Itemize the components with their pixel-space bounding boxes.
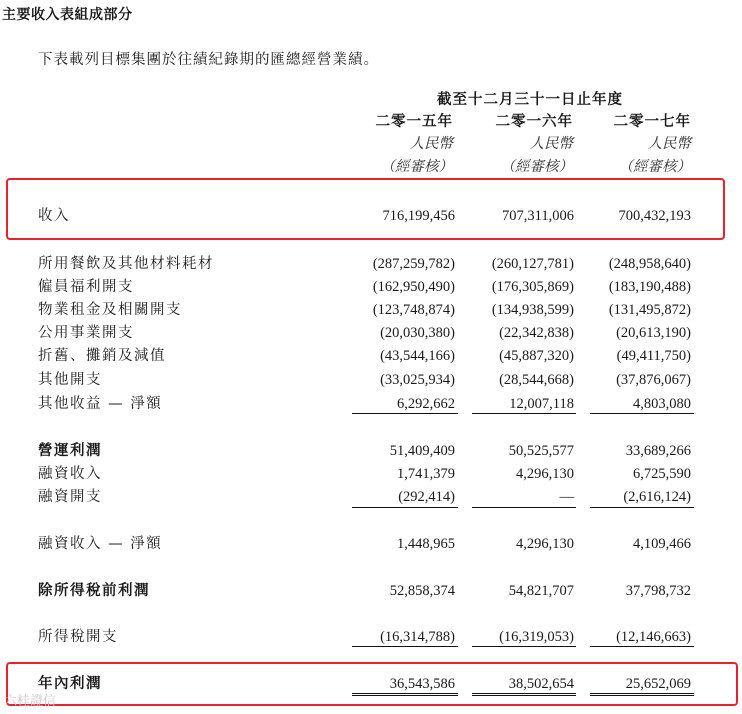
value-2017: 37,798,732 xyxy=(625,583,691,599)
value-2017: (248,958,640) xyxy=(608,256,691,272)
value-2016: (16,319,053) xyxy=(499,629,574,645)
value-2017: (37,876,067) xyxy=(616,372,691,388)
subtotal-underline xyxy=(590,507,694,508)
value-2017: 33,689,266 xyxy=(625,443,691,459)
value-2015: (162,950,490) xyxy=(372,279,455,295)
value-2017: (2,616,124) xyxy=(623,489,691,505)
table-row xyxy=(0,276,742,298)
table-row xyxy=(0,626,742,648)
value-2016: 38,502,654 xyxy=(508,676,574,692)
table-row xyxy=(0,322,742,344)
currency-label: 人民幣 xyxy=(409,136,453,152)
year-label: 二零一六年 xyxy=(495,113,573,130)
value-2016: (134,938,599) xyxy=(491,302,574,318)
value-2017: 25,652,069 xyxy=(625,676,691,692)
row-label: 其他收益 — 淨額 xyxy=(38,396,163,412)
value-2017: 4,109,466 xyxy=(633,536,691,552)
value-2016: — xyxy=(559,489,574,505)
table-row xyxy=(0,393,742,415)
column-group-header: 截至十二月三十一日止年度 xyxy=(437,91,623,108)
value-2015: 52,858,374 xyxy=(389,583,455,599)
table-row-profit-before-tax xyxy=(0,580,742,602)
row-label: 物業租金及相關開支 xyxy=(38,302,182,318)
row-label: 公用事業開支 xyxy=(38,325,134,341)
subtotal-underline xyxy=(352,646,458,647)
audited-label: （經審核） xyxy=(618,159,691,175)
table-row xyxy=(0,369,742,391)
year-label: 二零一七年 xyxy=(613,113,691,130)
subtotal-underline xyxy=(472,507,576,508)
intro-text: 下表載列目標集團於往績紀錄期的匯總經營業績。 xyxy=(38,52,379,68)
row-label: 融資收入 xyxy=(38,466,102,482)
value-2016: 4,296,130 xyxy=(516,466,574,482)
row-label: 除所得稅前利潤 xyxy=(38,582,150,599)
value-2017: 6,725,590 xyxy=(633,466,691,482)
year-label: 二零一五年 xyxy=(375,113,453,130)
table-row xyxy=(0,253,742,275)
value-2016: 54,821,707 xyxy=(508,583,574,599)
total-double-underline xyxy=(352,693,458,696)
audited-label: （經審核） xyxy=(380,159,453,175)
subtotal-underline xyxy=(352,413,458,414)
row-label: 折舊、攤銷及減值 xyxy=(38,348,166,364)
value-2015: (123,748,874) xyxy=(372,302,455,318)
table-row xyxy=(0,533,742,555)
row-label: 所得稅開支 xyxy=(38,629,118,645)
subtotal-underline xyxy=(472,646,576,647)
value-2015: 1,741,379 xyxy=(397,466,455,482)
value-2017: (49,411,750) xyxy=(616,348,691,364)
table-row xyxy=(0,345,742,367)
subtotal-underline xyxy=(590,646,694,647)
value-2015: 51,409,409 xyxy=(389,443,455,459)
row-label: 僱員福利開支 xyxy=(38,279,134,295)
section-heading: 主要收入表組成部分 xyxy=(2,7,133,23)
value-2015: (287,259,782) xyxy=(372,256,455,272)
subtotal-underline xyxy=(352,507,458,508)
value-2015: (33,025,934) xyxy=(380,372,455,388)
value-2017: (183,190,488) xyxy=(608,279,691,295)
column-header-2017 xyxy=(573,110,691,179)
value-2015: 36,543,586 xyxy=(389,676,455,692)
value-2017: (12,146,663) xyxy=(616,629,691,645)
value-2016: (28,544,668) xyxy=(499,372,574,388)
watermark: 六桂證信 xyxy=(4,694,57,709)
value-2015: (16,314,788) xyxy=(380,629,455,645)
value-2017: 4,803,080 xyxy=(633,396,691,412)
value-2016: (176,305,869) xyxy=(491,279,574,295)
row-label: 年內利潤 xyxy=(38,675,102,692)
value-2016: (22,342,838) xyxy=(499,325,574,341)
value-2015: 6,292,662 xyxy=(397,396,455,412)
audited-label: （經審核） xyxy=(500,159,573,175)
currency-label: 人民幣 xyxy=(647,136,691,152)
table-row-operating-profit xyxy=(0,440,742,462)
row-label: 營運利潤 xyxy=(38,442,102,459)
table-row xyxy=(0,299,742,321)
table-row-revenue xyxy=(0,205,742,227)
value-2015: 716,199,456 xyxy=(382,208,455,224)
table-row xyxy=(0,463,742,485)
value-2016: 12,007,118 xyxy=(509,396,574,412)
table-row-profit-for-year xyxy=(0,673,742,695)
total-double-underline xyxy=(590,693,694,696)
value-2015: (20,030,380) xyxy=(380,325,455,341)
row-label: 所用餐飲及其他材料耗材 xyxy=(38,256,214,272)
value-2017: (20,613,190) xyxy=(616,325,691,341)
value-2016: (260,127,781) xyxy=(491,256,574,272)
row-label: 融資收入 — 淨額 xyxy=(38,536,163,552)
currency-label: 人民幣 xyxy=(529,136,573,152)
row-label: 融資開支 xyxy=(38,489,102,505)
value-2015: (43,544,166) xyxy=(380,348,455,364)
column-header-2016 xyxy=(455,110,573,179)
value-2016: 50,525,577 xyxy=(508,443,574,459)
value-2017: 700,432,193 xyxy=(618,208,691,224)
total-double-underline xyxy=(472,693,576,696)
value-2016: 4,296,130 xyxy=(516,536,574,552)
value-2016: 707,311,006 xyxy=(502,208,574,224)
row-label: 收入 xyxy=(38,208,70,224)
row-label: 其他開支 xyxy=(38,372,102,388)
table-row xyxy=(0,486,742,508)
value-2017: (131,495,872) xyxy=(608,302,691,318)
value-2015: 1,448,965 xyxy=(397,536,455,552)
subtotal-underline xyxy=(590,413,694,414)
value-2016: (45,887,320) xyxy=(499,348,574,364)
subtotal-underline xyxy=(472,413,576,414)
column-header-2015 xyxy=(335,110,453,179)
value-2015: (292,414) xyxy=(398,489,455,505)
